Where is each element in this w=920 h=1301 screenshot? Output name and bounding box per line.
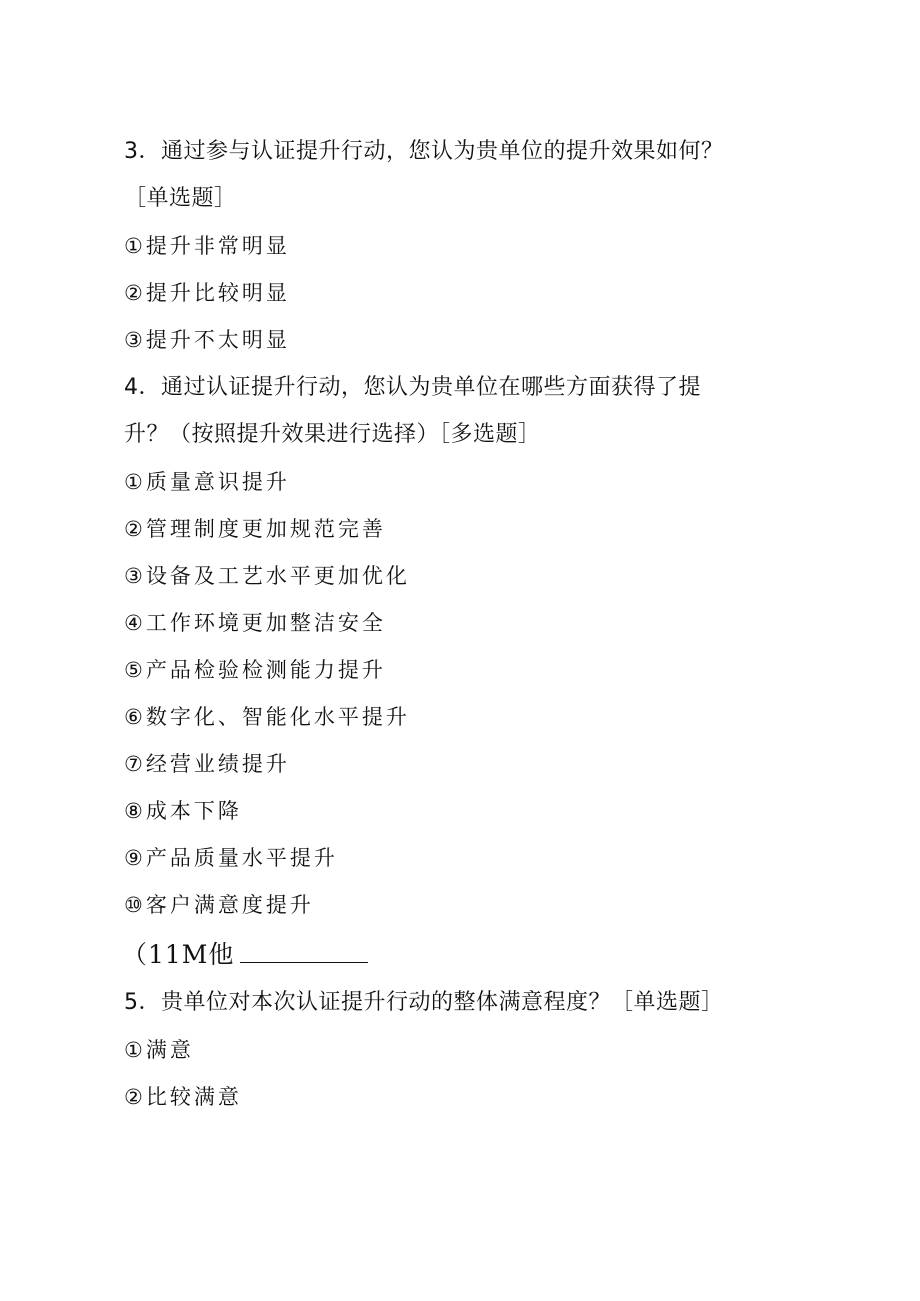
q4-question-line-2: 升？（按照提升效果进行选择）［多选题］ bbox=[124, 422, 541, 447]
q4-option-6[interactable]: ⑥数字化、智能化水平提升 bbox=[124, 705, 410, 729]
q5-option-1[interactable]: ①满意 bbox=[124, 1038, 194, 1062]
q3-question-line-2: ［单选题］ bbox=[124, 186, 237, 211]
q3-option-2[interactable]: ②提升比较明显 bbox=[124, 281, 290, 305]
q4-option-2[interactable]: ②管理制度更加规范完善 bbox=[124, 517, 386, 541]
q3-option-3[interactable]: ③提升不太明显 bbox=[124, 328, 290, 352]
q4-option-1[interactable]: ①质量意识提升 bbox=[124, 470, 290, 494]
q5-option-2[interactable]: ②比较满意 bbox=[124, 1085, 242, 1109]
q4-option-other-label: （11M他 bbox=[122, 940, 235, 969]
q4-question-line-1: 4．通过认证提升行动，您认为贵单位在哪些方面获得了提 bbox=[124, 375, 701, 400]
q3-question-line-1: 3．通过参与认证提升行动，您认为贵单位的提升效果如何？ bbox=[124, 139, 724, 164]
q4-option-7[interactable]: ⑦经营业绩提升 bbox=[124, 752, 290, 776]
q4-option-8[interactable]: ⑧成本下降 bbox=[124, 799, 242, 823]
q4-option-9[interactable]: ⑨产品质量水平提升 bbox=[124, 846, 338, 870]
q4-option-5[interactable]: ⑤产品检验检测能力提升 bbox=[124, 658, 386, 682]
q4-option-3[interactable]: ③设备及工艺水平更加优化 bbox=[124, 564, 410, 588]
q3-option-1[interactable]: ①提升非常明显 bbox=[124, 234, 290, 258]
q4-option-other[interactable] bbox=[122, 942, 368, 967]
q5-question: 5．贵单位对本次认证提升行动的整体满意程度？［单选题］ bbox=[124, 990, 724, 1015]
q4-option-4[interactable]: ④工作环境更加整洁安全 bbox=[124, 611, 386, 635]
q4-other-fill-blank[interactable] bbox=[240, 961, 368, 963]
q4-option-10[interactable]: ⑩客户满意度提升 bbox=[124, 893, 314, 917]
